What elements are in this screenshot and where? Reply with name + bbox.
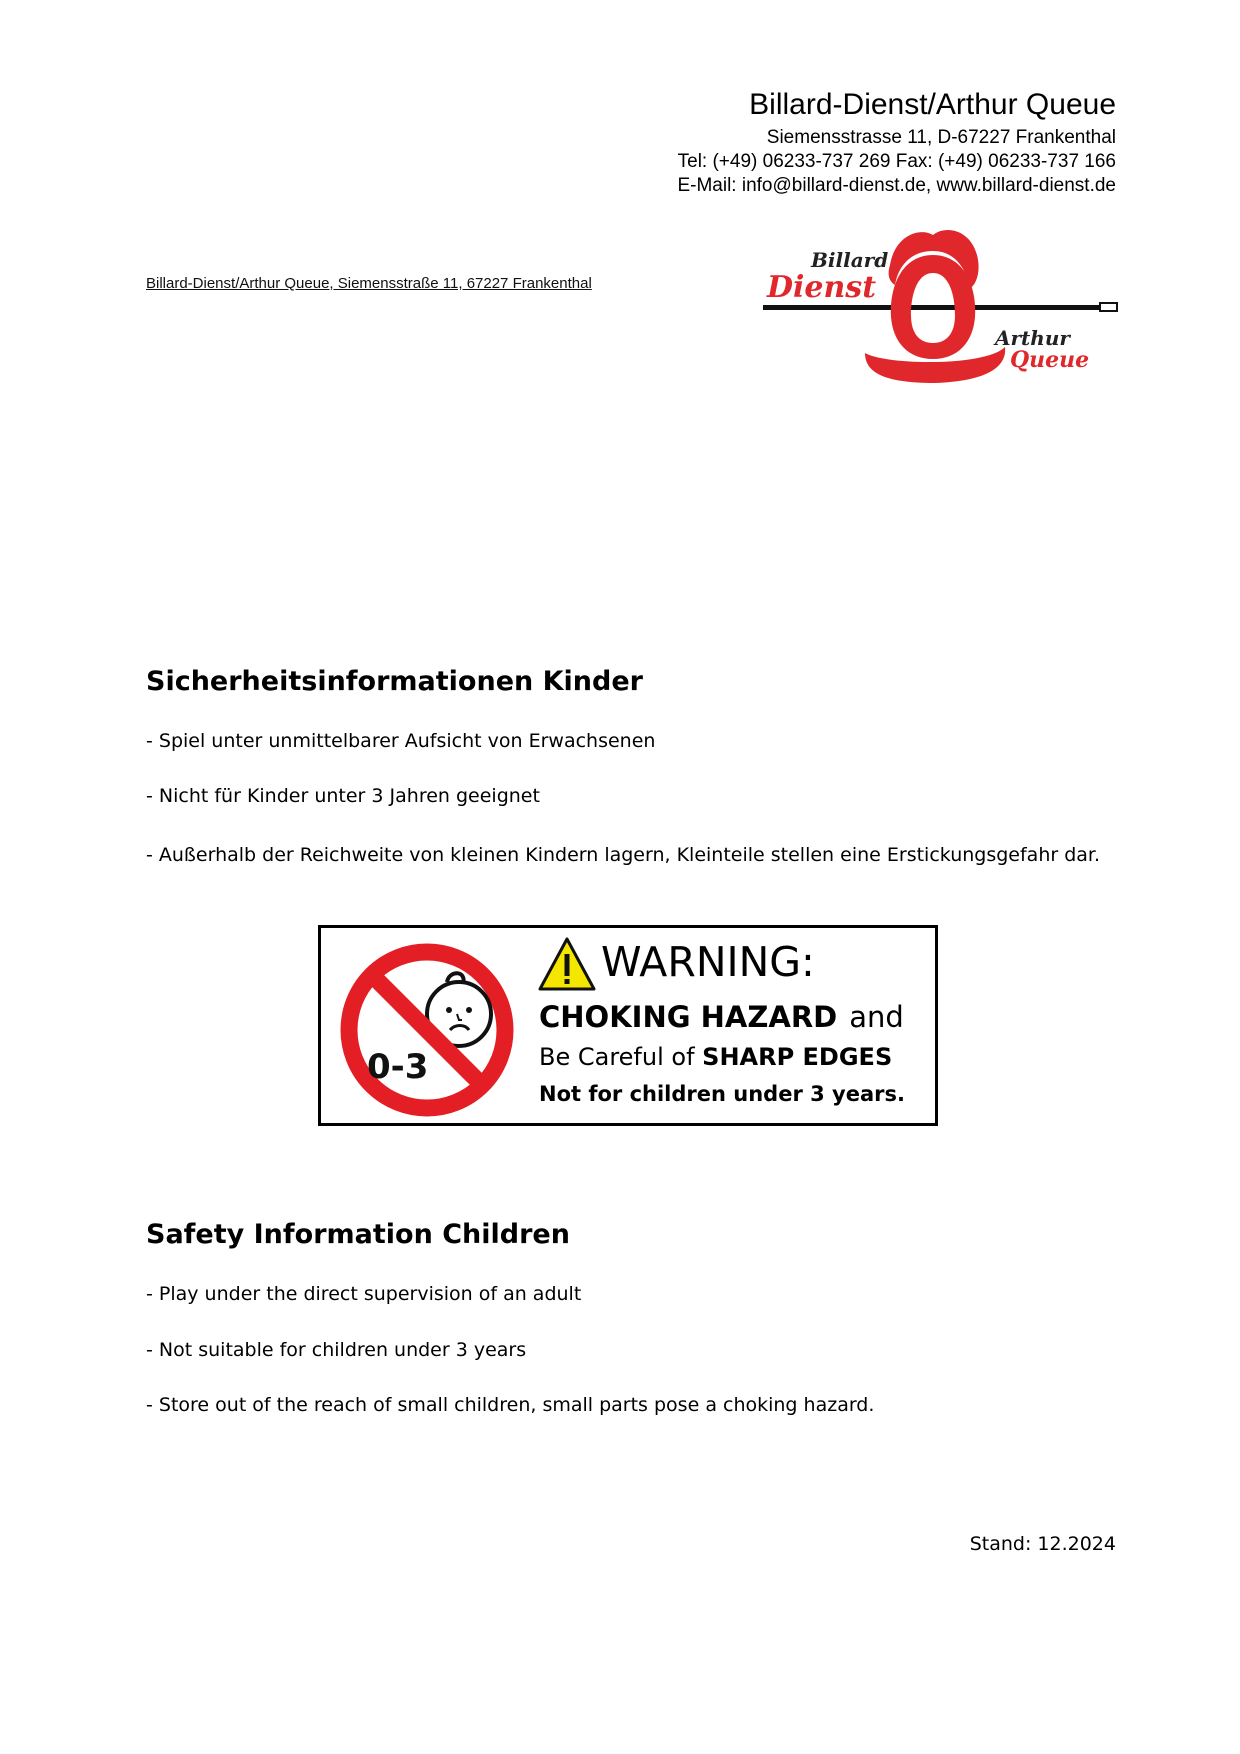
german-item-2: - Nicht für Kinder unter 3 Jahren geeignet [146,785,540,807]
be-careful-text: Be Careful of [539,1043,703,1071]
warning-line-age: Not for children under 3 years. [539,1082,905,1106]
and-text: and [849,1000,904,1034]
letterhead-email-web: E-Mail: info@billard-dienst.de, www.billard-dienst.de [677,175,1116,196]
logo-word-arthur: Arthur [995,326,1070,350]
logo-word-billard: Billard [811,248,889,272]
no-baby-prohibition-icon [335,940,520,1120]
sender-line: Billard-Dienst/Arthur Queue, Siemensstraße 11, 67227 Frankenthal [146,275,592,292]
german-item-3: - Außerhalb der Reichweite von kleinen Kindern lagern, Kleinteile stellen eine Erstickungsgefahr dar. [146,844,1101,866]
choking-hazard-text: CHOKING HAZARD [539,1000,838,1034]
letterhead-address: Siemensstrasse 11, D-67227 Frankenthal [766,127,1116,148]
english-item-3: - Store out of the reach of small children, small parts pose a choking hazard. [146,1394,875,1416]
letterhead-company: Billard-Dienst/Arthur Queue [749,88,1116,121]
company-logo [755,225,1125,390]
english-item-2: - Not suitable for children under 3 years [146,1339,527,1361]
warning-triangle-icon [537,936,597,992]
heading-english: Safety Information Children [146,1219,570,1250]
warning-label [318,925,938,1126]
age-range-label: 0-3 [367,1047,429,1087]
warning-title: WARNING: [601,938,815,986]
heading-german: Sicherheitsinformationen Kinder [146,666,643,697]
logo-word-queue: Queue [1010,347,1090,373]
english-item-1: - Play under the direct supervision of an adult [146,1283,582,1305]
warning-line-choking [539,999,904,1035]
logo-word-dienst: Dienst [767,270,877,305]
warning-line-sharp-edges [539,1042,892,1072]
german-item-1: - Spiel unter unmittelbarer Aufsicht von Erwachsenen [146,730,656,752]
sharp-edges-text: SHARP EDGES [702,1043,893,1071]
letterhead-phone-fax: Tel: (+49) 06233-737 269 Fax: (+49) 06233-737 166 [677,151,1116,172]
document-date: Stand: 12.2024 [969,1533,1116,1555]
